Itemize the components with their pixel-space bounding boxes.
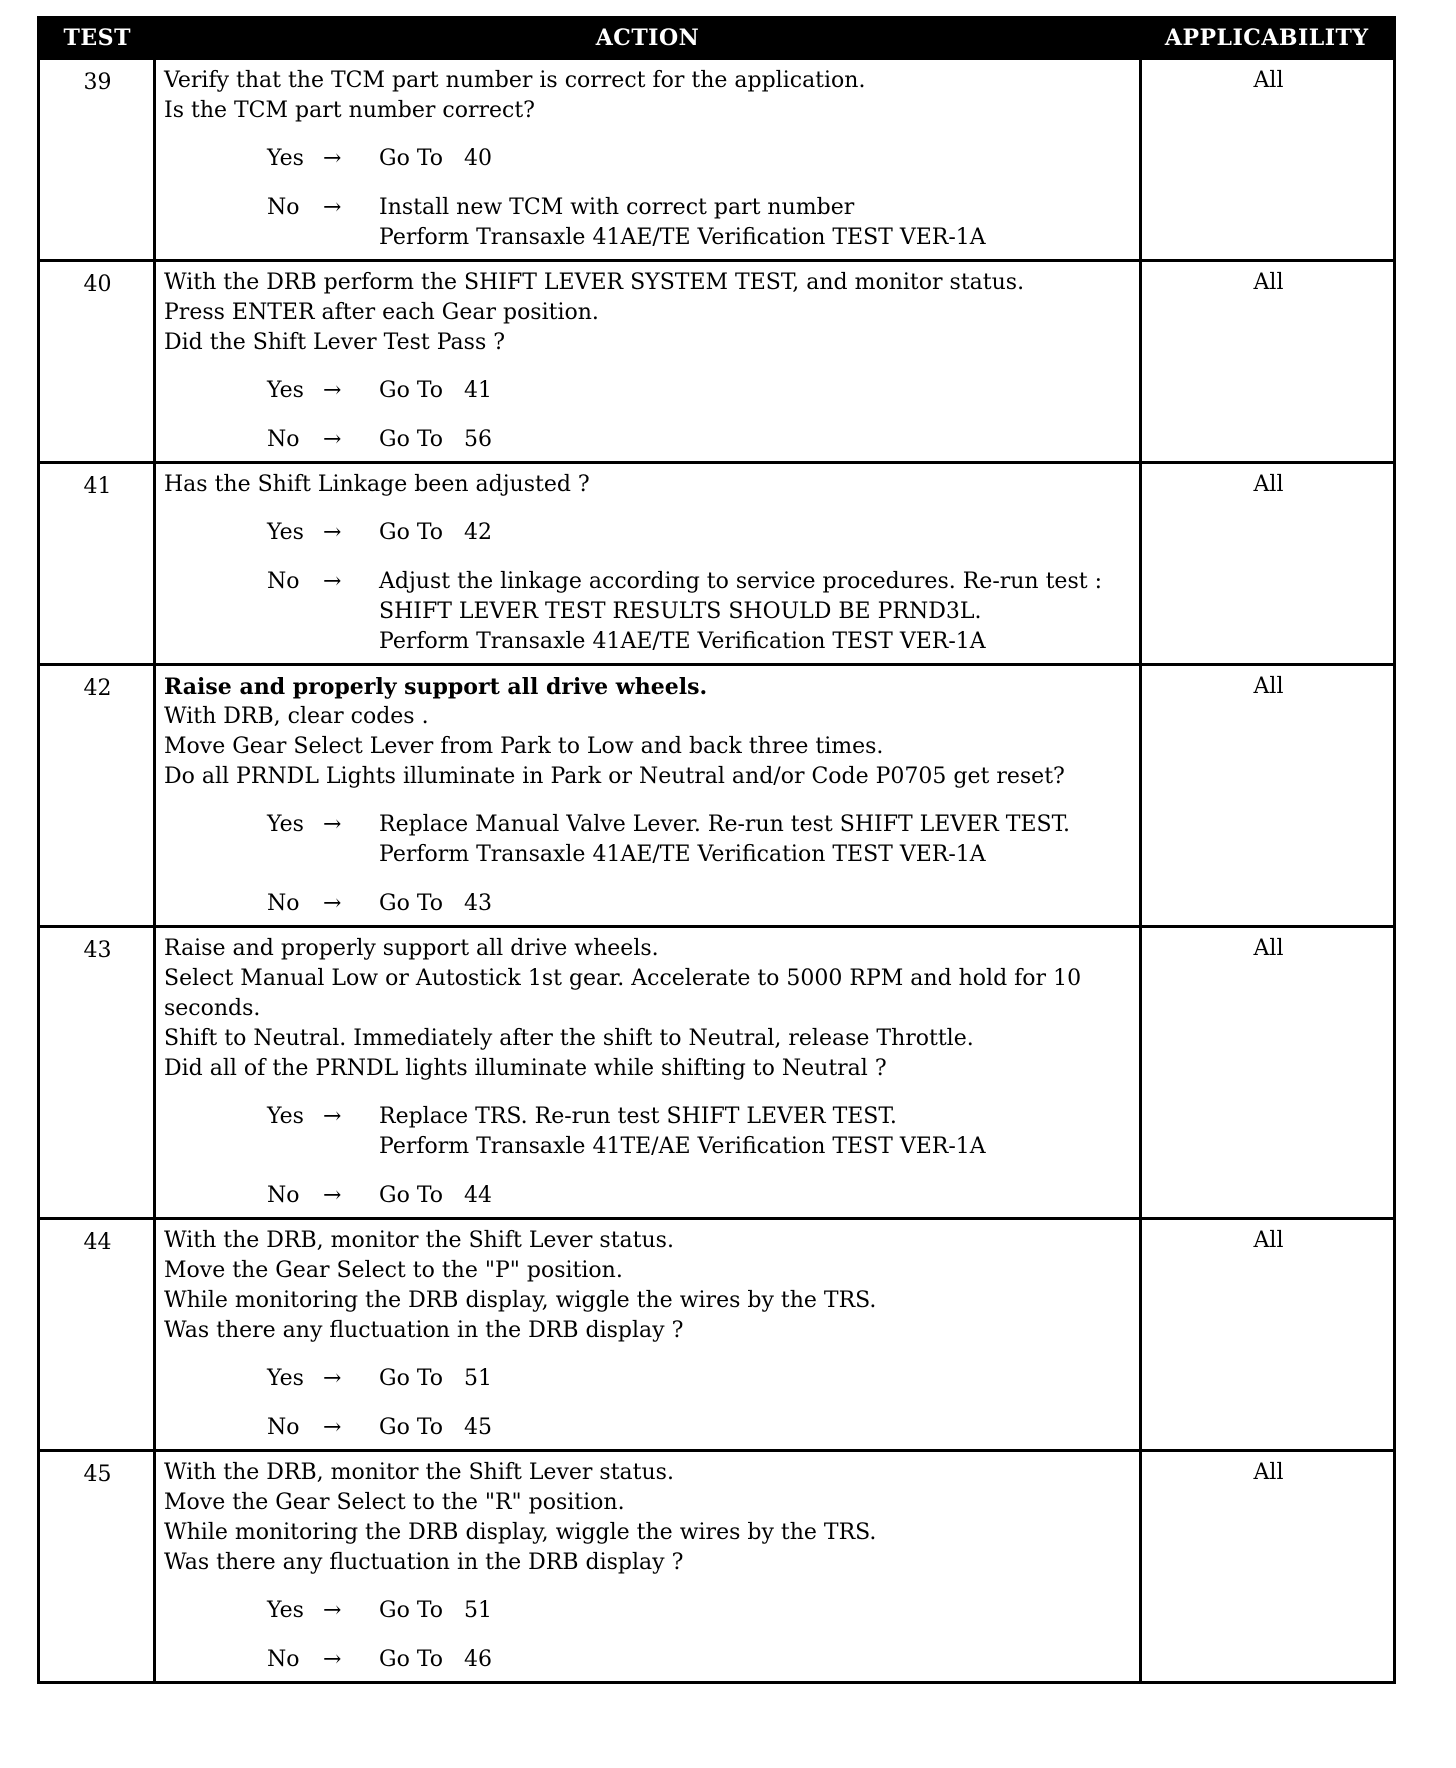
answer-result-line: Go To 41 (379, 378, 492, 403)
answer-result-line: Perform Transaxle 41TE/AE Verification TEST VER-1A (379, 1134, 986, 1159)
answer-response: Yes (267, 1598, 304, 1623)
answer-result (379, 193, 1133, 253)
test-number: 41 (39, 463, 155, 665)
answer-result (379, 567, 1133, 657)
column-header-action: ACTION (155, 18, 1141, 59)
answer-response: Yes (267, 146, 304, 171)
action-cell (155, 665, 1141, 927)
answer-result (379, 376, 1133, 406)
answer-yes (267, 810, 1133, 870)
answer-yes (267, 1364, 1133, 1394)
answer-no (267, 193, 1133, 253)
answer-result-line: Replace Manual Valve Lever. Re-run test SHIFT LEVER TEST. (379, 812, 1071, 837)
action-line: Press ENTER after each Gear position. (164, 300, 599, 325)
answer-response: Yes (267, 812, 304, 837)
action-line: Shift to Neutral. Immediately after the shift to Neutral, release Throttle. (164, 1026, 974, 1051)
answer-yes (267, 1596, 1133, 1626)
action-line: Has the Shift Linkage been adjusted ? (164, 472, 590, 497)
answer-response: No (267, 1647, 300, 1672)
action-line: Was there any fluctuation in the DRB display ? (164, 1550, 684, 1575)
action-line: With DRB, clear codes . (164, 704, 429, 729)
answer-no (267, 1181, 1133, 1211)
action-line: Move the Gear Select to the "R" position. (164, 1490, 625, 1515)
answer-response: No (267, 891, 300, 916)
answer-response: No (267, 1183, 300, 1208)
answer-response: No (267, 195, 300, 220)
answer-result-line: Perform Transaxle 41AE/TE Verification TEST VER-1A (379, 629, 986, 654)
arrow-right-icon: → (323, 1183, 342, 1208)
applicability-value: All (1141, 927, 1395, 1219)
answer-result-line: Install new TCM with correct part number (379, 195, 855, 220)
applicability-value: All (1141, 463, 1395, 665)
arrow-right-icon: → (323, 1366, 342, 1391)
action-line: seconds. (164, 996, 261, 1021)
action-line: With the DRB perform the SHIFT LEVER SYSTEM TEST, and monitor status. (164, 270, 1025, 295)
action-line: With the DRB, monitor the Shift Lever status. (164, 1228, 674, 1253)
answer-result (379, 1364, 1133, 1394)
action-line: While monitoring the DRB display, wiggle the wires by the TRS. (164, 1288, 877, 1313)
answer-result (379, 1181, 1133, 1211)
applicability-value: All (1141, 59, 1395, 261)
arrow-right-icon: → (323, 146, 342, 171)
action-line: While monitoring the DRB display, wiggle the wires by the TRS. (164, 1520, 877, 1545)
diagnostic-test-sheet (37, 16, 1393, 1684)
answer-result (379, 144, 1133, 174)
answer-no (267, 889, 1133, 919)
action-line: Raise and properly support all drive wheels. (164, 936, 659, 961)
table-row (39, 463, 1395, 665)
answer-result (379, 810, 1133, 870)
answer-result (379, 1645, 1133, 1675)
answer-result-line: Go To 43 (379, 891, 492, 916)
applicability-value: All (1141, 665, 1395, 927)
applicability-value: All (1141, 1219, 1395, 1451)
table-row (39, 927, 1395, 1219)
arrow-right-icon: → (323, 812, 342, 837)
answer-list (164, 1102, 1133, 1211)
test-number: 45 (39, 1451, 155, 1683)
arrow-right-icon: → (323, 427, 342, 452)
answer-yes (267, 1102, 1133, 1162)
test-number: 44 (39, 1219, 155, 1451)
answer-response: Yes (267, 378, 304, 403)
test-number: 42 (39, 665, 155, 927)
answer-response: No (267, 569, 300, 594)
action-line: Raise and properly support all drive wheels. (164, 674, 708, 700)
arrow-right-icon: → (323, 1598, 342, 1623)
table-row (39, 261, 1395, 463)
answer-yes (267, 144, 1133, 174)
answer-result-line: Go To 51 (379, 1366, 492, 1391)
action-cell (155, 1219, 1141, 1451)
answer-list (164, 1596, 1133, 1675)
action-line: Select Manual Low or Autostick 1st gear. Accelerate to 5000 RPM and hold for 10 (164, 966, 1082, 991)
answer-response: No (267, 1415, 300, 1440)
answer-result-line: Go To 51 (379, 1598, 492, 1623)
arrow-right-icon: → (323, 1415, 342, 1440)
answer-result-line: Go To 56 (379, 427, 492, 452)
answer-response: Yes (267, 1104, 304, 1129)
answer-result-line: Perform Transaxle 41AE/TE Verification TEST VER-1A (379, 842, 986, 867)
arrow-right-icon: → (323, 569, 342, 594)
action-cell (155, 1451, 1141, 1683)
answer-result (379, 889, 1133, 919)
test-number: 43 (39, 927, 155, 1219)
answer-result-line: Perform Transaxle 41AE/TE Verification TEST VER-1A (379, 225, 986, 250)
answer-result-line: Replace TRS. Re-run test SHIFT LEVER TEST. (379, 1104, 897, 1129)
action-cell (155, 59, 1141, 261)
answer-list (164, 376, 1133, 455)
action-line: Verify that the TCM part number is correct for the application. (164, 68, 866, 93)
arrow-right-icon: → (323, 195, 342, 220)
diagnostic-test-table (37, 16, 1396, 1684)
answer-result (379, 1596, 1133, 1626)
action-line: Did all of the PRNDL lights illuminate while shifting to Neutral ? (164, 1056, 887, 1081)
action-line: Move Gear Select Lever from Park to Low and back three times. (164, 734, 884, 759)
answer-result-line: Go To 42 (379, 520, 492, 545)
answer-list (164, 518, 1133, 657)
column-header-test: TEST (39, 18, 155, 59)
table-row (39, 1219, 1395, 1451)
answer-response: Yes (267, 520, 304, 545)
action-line: Do all PRNDL Lights illuminate in Park or Neutral and/or Code P0705 get reset? (164, 764, 1065, 789)
action-cell (155, 927, 1141, 1219)
applicability-value: All (1141, 261, 1395, 463)
answer-result (379, 518, 1133, 548)
answer-no (267, 1413, 1133, 1443)
answer-response: No (267, 427, 300, 452)
applicability-value: All (1141, 1451, 1395, 1683)
action-line: Is the TCM part number correct? (164, 98, 535, 123)
answer-result-line: Go To 45 (379, 1415, 492, 1440)
test-number: 39 (39, 59, 155, 261)
action-line: Did the Shift Lever Test Pass ? (164, 330, 506, 355)
answer-no (267, 1645, 1133, 1675)
answer-result-line: Go To 40 (379, 146, 492, 171)
action-cell (155, 463, 1141, 665)
answer-result (379, 1102, 1133, 1162)
test-number: 40 (39, 261, 155, 463)
answer-list (164, 1364, 1133, 1443)
table-row (39, 59, 1395, 261)
arrow-right-icon: → (323, 1104, 342, 1129)
answer-response: Yes (267, 1366, 304, 1391)
answer-list (164, 810, 1133, 919)
answer-result (379, 1413, 1133, 1443)
arrow-right-icon: → (323, 891, 342, 916)
answer-result-line: Go To 46 (379, 1647, 492, 1672)
table-row (39, 665, 1395, 927)
answer-no (267, 567, 1133, 657)
action-line: Was there any fluctuation in the DRB display ? (164, 1318, 684, 1343)
answer-list (164, 144, 1133, 253)
action-line: With the DRB, monitor the Shift Lever status. (164, 1460, 674, 1485)
answer-no (267, 425, 1133, 455)
answer-result-line: Go To 44 (379, 1183, 492, 1208)
answer-result-line: Adjust the linkage according to service procedures. Re-run test : (379, 569, 1102, 594)
arrow-right-icon: → (323, 378, 342, 403)
answer-result-line: SHIFT LEVER TEST RESULTS SHOULD BE PRND3L. (379, 599, 982, 624)
arrow-right-icon: → (323, 520, 342, 545)
arrow-right-icon: → (323, 1647, 342, 1672)
table-header-row (39, 18, 1395, 59)
answer-result (379, 425, 1133, 455)
answer-yes (267, 376, 1133, 406)
answer-yes (267, 518, 1133, 548)
table-body (39, 59, 1395, 1683)
table-row (39, 1451, 1395, 1683)
column-header-applicability: APPLICABILITY (1141, 18, 1395, 59)
action-cell (155, 261, 1141, 463)
action-line: Move the Gear Select to the "P" position. (164, 1258, 623, 1283)
